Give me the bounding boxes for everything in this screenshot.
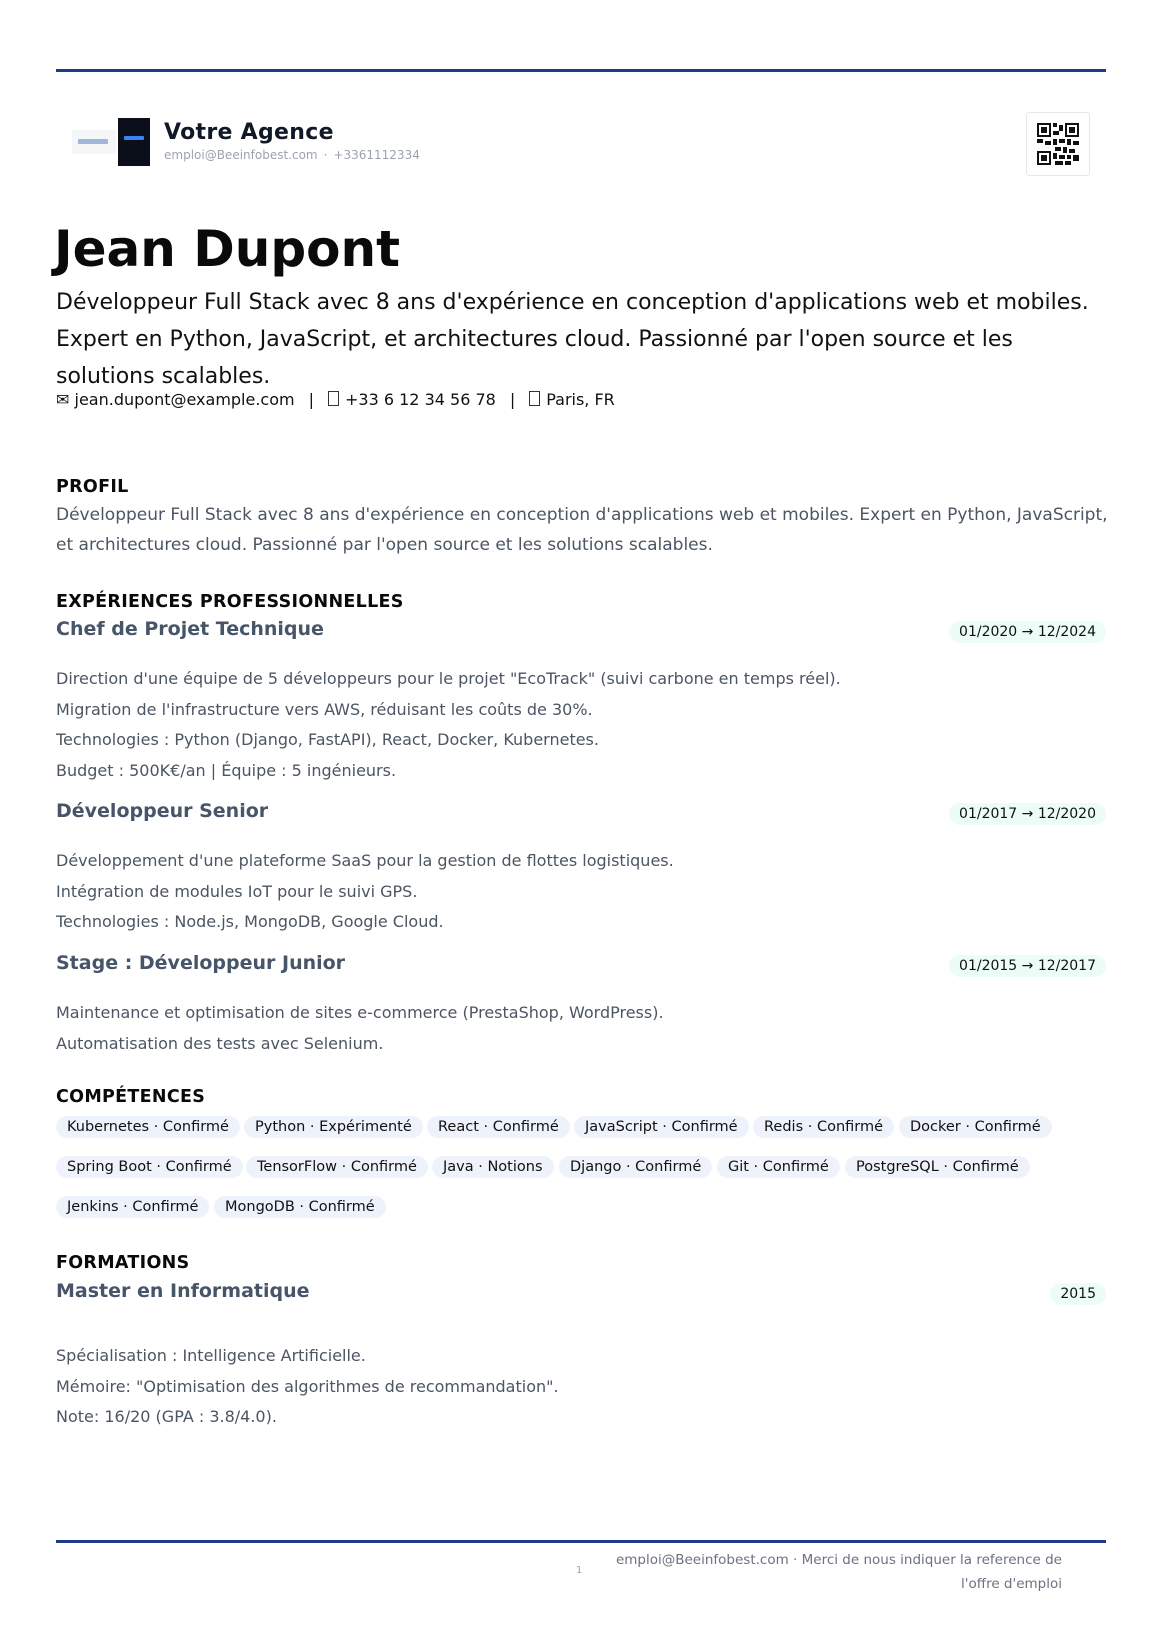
skill-chip: Kubernetes · Confirmé xyxy=(56,1116,240,1138)
job-title: Chef de Projet Technique xyxy=(56,618,324,640)
top-divider xyxy=(56,69,1106,72)
skill-chip: JavaScript · Confirmé xyxy=(574,1116,749,1138)
job-description-line: Budget : 500K€/an | Équipe : 5 ingénieurs. xyxy=(56,760,397,780)
job-description xyxy=(56,846,674,938)
skill-chip: MongoDB · Confirmé xyxy=(214,1196,386,1218)
job-description-line: Automatisation des tests avec Selenium. xyxy=(56,1033,384,1053)
candidate-contacts xyxy=(56,390,615,409)
job-description-line: Migration de l'infrastructure vers AWS, réduisant les coûts de 30%. xyxy=(56,699,593,719)
skill-chip: PostgreSQL · Confirmé xyxy=(845,1156,1030,1178)
experience-section-title: EXPÉRIENCES PROFESSIONNELLES xyxy=(56,592,404,612)
degree-description-line: Spécialisation : Intelligence Artificielle. xyxy=(56,1346,366,1365)
profile-text: Développeur Full Stack avec 8 ans d'expérience en conception d'applications web et mobiles. Expert en Python, JavaScript, et architectures cloud. Passionné par l'open source et les solutions scalables. xyxy=(56,505,1108,555)
job-dates-badge: 01/2017 → 12/2020 xyxy=(949,803,1106,825)
job-dates-badge: 01/2015 → 12/2017 xyxy=(949,955,1106,977)
agency-separator: · xyxy=(323,148,328,162)
job-description-line: Intégration de modules IoT pour le suivi GPS. xyxy=(56,881,418,901)
candidate-location: Paris, FR xyxy=(546,390,615,409)
job-description-line: Technologies : Python (Django, FastAPI), React, Docker, Kubernetes. xyxy=(56,730,599,749)
footer-note-line: l'offre d'emploi xyxy=(961,1576,1062,1592)
job-description-line: Direction d'une équipe de 5 développeurs pour le projet "EcoTrack" (suivi carbone en temps réel). xyxy=(56,669,841,688)
skill-chip: Jenkins · Confirmé xyxy=(56,1196,209,1218)
skill-chip: Python · Expérimenté xyxy=(244,1116,423,1138)
phone-icon xyxy=(328,391,339,406)
agency-contact xyxy=(164,148,420,162)
education-section-title: FORMATIONS xyxy=(56,1253,190,1273)
skill-chip: Git · Confirmé xyxy=(717,1156,840,1178)
job-description xyxy=(56,998,664,1059)
skill-chip: Redis · Confirmé xyxy=(753,1116,894,1138)
skill-chip: React · Confirmé xyxy=(427,1116,570,1138)
agency-phone[interactable]: +3361112334 xyxy=(333,148,420,162)
location-icon xyxy=(529,391,540,406)
profile-section-title: PROFIL xyxy=(56,477,129,497)
qr-code-icon[interactable] xyxy=(1026,112,1090,176)
skill-chip: TensorFlow · Confirmé xyxy=(246,1156,428,1178)
contact-separator: | xyxy=(509,390,516,409)
agency-name: Votre Agence xyxy=(164,120,334,145)
degree-description-line: Mémoire: "Optimisation des algorithmes de recommandation". xyxy=(56,1376,559,1396)
skill-chip: Java · Notions xyxy=(432,1156,554,1178)
skill-chip: Docker · Confirmé xyxy=(899,1116,1052,1138)
agency-logo-icon xyxy=(72,118,150,166)
degree-description-line: Note: 16/20 (GPA : 3.8/4.0). xyxy=(56,1407,277,1426)
bottom-divider xyxy=(56,1540,1106,1543)
degree-description xyxy=(56,1341,559,1433)
candidate-phone[interactable]: +33 6 12 34 56 78 xyxy=(345,390,496,409)
skills-section-title: COMPÉTENCES xyxy=(56,1087,206,1107)
job-title: Développeur Senior xyxy=(56,800,269,822)
agency-email[interactable]: emploi@Beeinfobest.com xyxy=(164,148,318,162)
candidate-headline: Développeur Full Stack avec 8 ans d'expérience en conception d'applications web et mobiles. Expert en Python, JavaScript, et architectures cloud. Passionné par l'open source et les solutions scalables. xyxy=(56,290,1089,389)
job-description-line: Maintenance et optimisation de sites e-commerce (PrestaShop, WordPress). xyxy=(56,1003,664,1022)
agency-header xyxy=(56,108,1106,180)
job-description-line: Technologies : Node.js, MongoDB, Google Cloud. xyxy=(56,912,444,931)
degree-title: Master en Informatique xyxy=(56,1280,310,1302)
job-description xyxy=(56,664,841,786)
contact-separator: | xyxy=(308,390,314,409)
skill-chip: Django · Confirmé xyxy=(559,1156,712,1178)
job-title: Stage : Développeur Junior xyxy=(56,952,346,974)
email-icon: ✉ xyxy=(56,390,70,409)
candidate-email[interactable]: jean.dupont@example.com xyxy=(74,390,295,409)
job-description-line: Développement d'une plateforme SaaS pour la gestion de flottes logistiques. xyxy=(56,851,674,870)
footer-note xyxy=(602,1548,1062,1596)
skill-chip: Spring Boot · Confirmé xyxy=(56,1156,243,1178)
footer-note-line: emploi@Beeinfobest.com · Merci de nous indiquer la reference de xyxy=(615,1552,1062,1568)
page-number: 1 xyxy=(576,1565,583,1576)
degree-date-badge: 2015 xyxy=(1050,1283,1106,1305)
candidate-name: Jean Dupont xyxy=(54,220,400,278)
job-dates-badge: 01/2020 → 12/2024 xyxy=(949,621,1106,643)
